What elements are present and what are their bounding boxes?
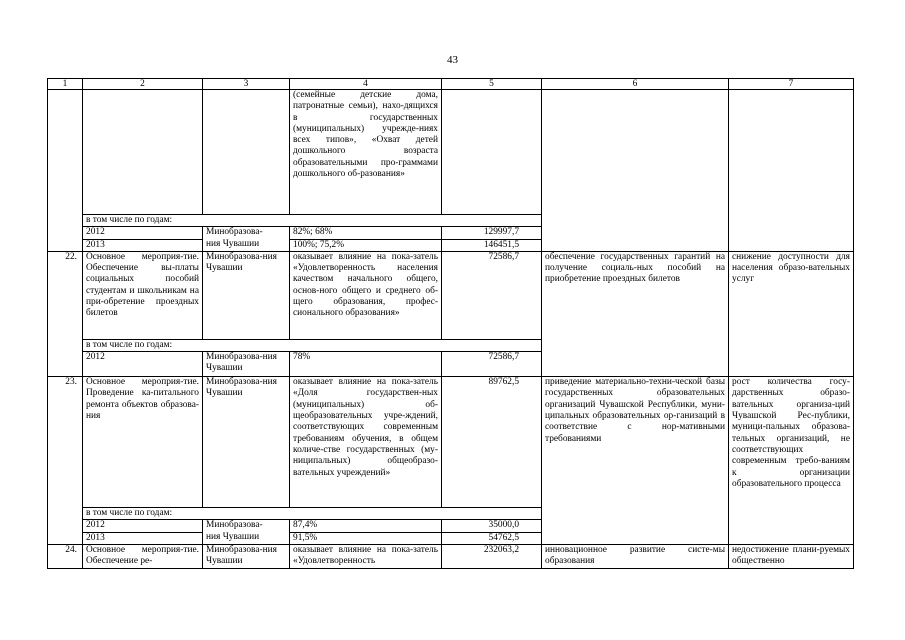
measure-title-cell: Основное мероприя-тие. Проведение ка-питального ремонта объектов образова-ния [83, 377, 203, 508]
row-number: 22. [48, 251, 83, 376]
measure-title-cell: Основное мероприя-тие. Обеспечение ре- [83, 545, 203, 569]
indicator-cell: оказывает влияние на пока-затель «Удовлетворенность населения качеством начального общего, основ-ного общего и среднего об-щего образования, профес-сионального образования» [290, 251, 442, 339]
cont-risk-cell [729, 90, 854, 252]
resp-cell: Минобразова-ния Чувашии [203, 352, 290, 377]
header-col-1: 1 [48, 79, 83, 90]
amount-cell: 129997,7 [442, 227, 542, 239]
header-col-7: 7 [729, 79, 854, 90]
amount-cell: 89762,5 [442, 377, 542, 508]
header-col-5: 5 [442, 79, 542, 90]
by-years-label: в том числе по годам: [83, 215, 542, 227]
measure-title-cell: Основное мероприя-тие. Обеспечение вы-платы социальных пособий студентам и школьникам на при-обретение проездных билетов [83, 251, 203, 339]
header-col-4: 4 [290, 79, 442, 90]
amount-cell: 35000,0 [442, 520, 542, 532]
cont-amount-cell [442, 90, 542, 215]
header-row [48, 79, 854, 90]
cont-title-cell [83, 90, 203, 215]
amount-cell: 232063,2 [442, 545, 542, 569]
responsible-cell: Минобразова-ния Чувашии [203, 251, 290, 339]
result-cell: инновационное развитие систе-мы образования [542, 545, 729, 569]
indicator-value-cell: 87,4% [290, 520, 442, 532]
responsible-cell: Минобразова-ния Чувашии [203, 545, 290, 569]
row-number: 24. [48, 545, 83, 569]
amount-cell: 72586,7 [442, 352, 542, 377]
header-col-3: 3 [203, 79, 290, 90]
resp-cell: Минобразова- [203, 227, 290, 239]
year-cell: 2012 [83, 227, 203, 239]
table-row [48, 545, 854, 569]
result-cell: обеспечение государственных гарантий на получение социаль-ных пособий на приобретение проездных билетов [542, 251, 729, 376]
risk-cell: рост количества госу-дарственных образо-вательных организа-ций Чувашской Рес-публики, муници-пальных образова-тельных организаций, не соответствующих современным требо-ваниям к организации образовательного процесса [729, 377, 854, 545]
indicator-cell: оказывает влияние на пока-затель «Удовлетворенность [290, 545, 442, 569]
program-measures-table [47, 78, 854, 569]
header-col-2: 2 [83, 79, 203, 90]
page-number: 43 [447, 54, 458, 66]
year-cell: 2013 [83, 239, 203, 251]
table-row [48, 377, 854, 508]
table-row [48, 90, 854, 215]
resp-cell: Минобразова- [203, 520, 290, 532]
amount-cell: 54762,5 [442, 532, 542, 544]
by-years-label: в том числе по годам: [83, 508, 542, 520]
cont-result-cell [542, 90, 729, 252]
indicator-cell: оказывает влияние на пока-затель «Доля государствен-ных (муниципальных) об-щеобразовательных учре-ждений, соответствующих современным требованиям обучения, в общем количе-стве государственных (му-ниципальных) общеобразо-вательных учреждений» [290, 377, 442, 508]
amount-cell: 146451,5 [442, 239, 542, 251]
by-years-label: в том числе по годам: [83, 339, 542, 351]
risk-cell: недостижение плани-руемых общественно [729, 545, 854, 569]
resp-cell: ния Чувашии [203, 239, 290, 251]
risk-cell: снижение доступности для населения образо-вательных услуг [729, 251, 854, 376]
result-cell: приведение материально-техни-ческой базы государственных образовательных организаций Чувашской Республики, муни-ципальных образовательных ор-ганизаций в соответствие с нор-мативными требованиями [542, 377, 729, 545]
year-cell: 2013 [83, 532, 203, 544]
indicator-value-cell: 91,5% [290, 532, 442, 544]
year-cell: 2012 [83, 352, 203, 377]
cont-num-cell [48, 90, 83, 252]
amount-cell: 72586,7 [442, 251, 542, 339]
indicator-value-cell: 78% [290, 352, 442, 377]
table-row [48, 251, 854, 339]
cont-indicator-cell: (семейные детские дома, патронатные семьи), нахо-дящихся в государственных (муниципальных) учрежде-ниях всех типов», «Охват детей дошкольного возраста образовательными про-граммами дошкольного об-разования» [290, 90, 442, 215]
row-number: 23. [48, 377, 83, 545]
cont-resp-cell [203, 90, 290, 215]
responsible-cell: Минобразова-ния Чувашии [203, 377, 290, 508]
indicator-value-cell: 100%; 75,2% [290, 239, 442, 251]
resp-cell: ния Чувашии [203, 532, 290, 544]
header-col-6: 6 [542, 79, 729, 90]
indicator-value-cell: 82%; 68% [290, 227, 442, 239]
year-cell: 2012 [83, 520, 203, 532]
